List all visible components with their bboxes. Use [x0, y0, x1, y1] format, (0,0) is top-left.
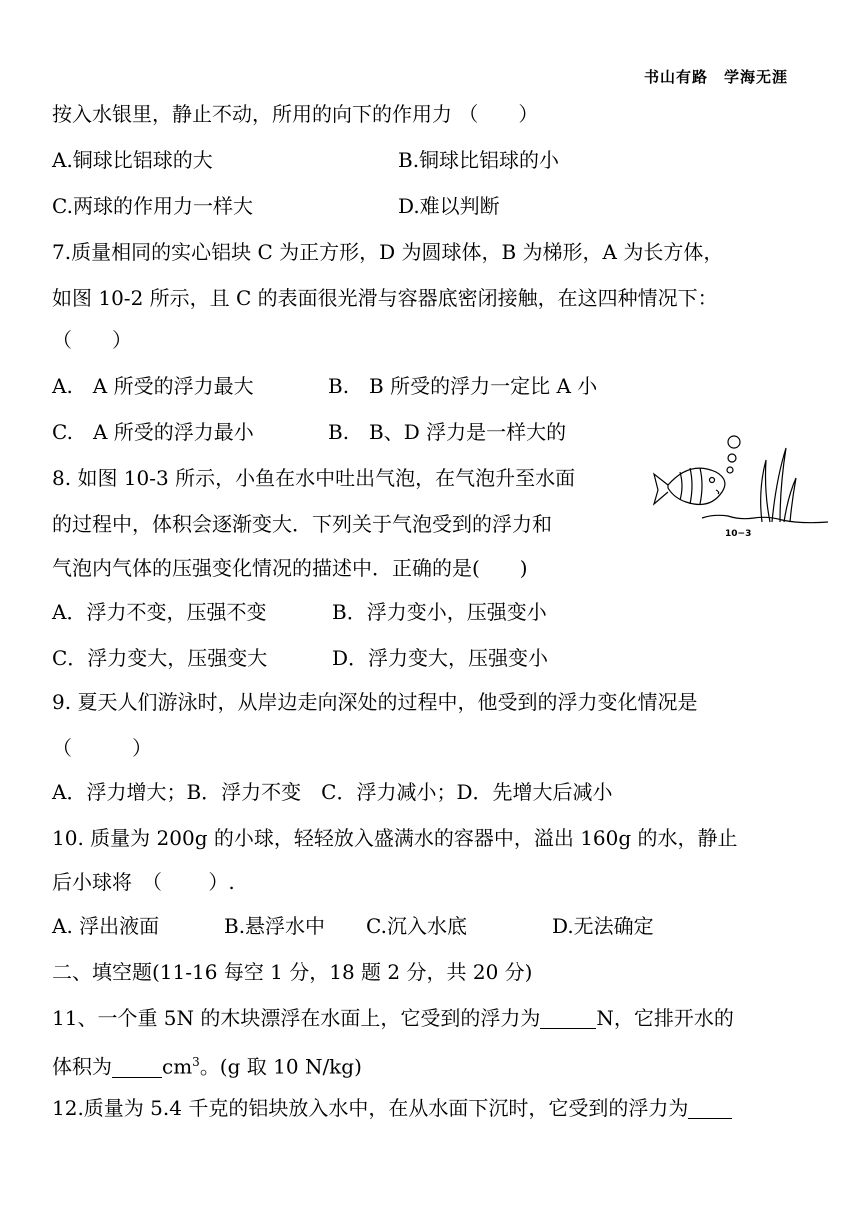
q7-stem-1: 7.质量相同的实心铝块 C 为正方形，D 为圆球体，B 为梯形，A 为长方体，: [52, 240, 724, 264]
q7-stem-3: （ ）: [52, 328, 132, 352]
q7-option-d: B. B、D 浮力是一样大的: [328, 420, 567, 444]
q11-stem-1: [52, 1006, 734, 1030]
q11-stem-2: [52, 1050, 362, 1079]
q10-stem-1: 10. 质量为 200g 的小球，轻轻放入盛满水的容器中，溢出 160g 的水，静止: [52, 826, 738, 850]
sea-floor-line: [702, 515, 828, 522]
fish-bubble-figure: [650, 430, 835, 540]
q10-option-b: B.悬浮水中: [224, 914, 326, 938]
q8-stem-2: 的过程中，体积会逐渐变大．下列关于气泡受到的浮力和: [52, 512, 552, 536]
figure-label: 10−3: [725, 529, 752, 539]
q10-option-c: C.沉入水底: [366, 914, 467, 938]
q11-text-d: 。(g 取 10 N/kg): [199, 1054, 362, 1079]
bubble-small-icon: [727, 467, 733, 473]
fish-icon: [668, 468, 725, 504]
q11-blank-1[interactable]: [540, 1008, 596, 1029]
q6-option-d: D.难以判断: [398, 194, 500, 218]
q8-option-c: C．浮力变大，压强变大: [52, 646, 268, 670]
q6-option-b: B.铜球比铝球的小: [398, 148, 560, 172]
q7-option-c: C. A 所受的浮力最小: [52, 420, 254, 444]
q6-option-c: C.两球的作用力一样大: [52, 194, 253, 218]
q11-unit: cm: [162, 1054, 193, 1079]
q11-text-c: 体积为: [52, 1054, 112, 1079]
q7-option-b: B. B 所受的浮力一定比 A 小: [328, 374, 598, 398]
q12-stem-1: [52, 1096, 732, 1120]
seaweed-icon: [761, 460, 770, 522]
q9-stem-1: 9. 夏天人们游泳时，从岸边走向深处的过程中，他受到的浮力变化情况是: [52, 690, 698, 714]
section-2-heading: 二、填空题(11-16 每空 1 分，18 题 2 分，共 20 分): [52, 960, 533, 984]
q12-text: 12.质量为 5.4 千克的铝块放入水中，在从水面下沉时，它受到的浮力为: [52, 1096, 689, 1120]
q7-stem-2: 如图 10-2 所示，且 C 的表面很光滑与容器底密闭接触，在这四种情况下：: [52, 286, 718, 310]
q11-text-b: N，它排开水的: [596, 1006, 734, 1030]
q7-option-a: A. A 所受的浮力最大: [52, 374, 254, 398]
q8-option-a: A．浮力不变，压强不变: [52, 600, 267, 624]
q10-option-d: D.无法确定: [552, 914, 654, 938]
q9-options: A．浮力增大；B．浮力不变 C．浮力减小；D．先增大后减小: [52, 780, 613, 804]
q11-blank-2[interactable]: [112, 1057, 162, 1078]
fish-bubble-svg: [650, 430, 835, 540]
q6-stem-continued: 按入水银里，静止不动，所用的向下的作用力 （ ）: [52, 102, 539, 126]
q8-option-b: B．浮力变小，压强变小: [332, 600, 547, 624]
bubble-large-icon: [728, 436, 740, 448]
q11-text-a: 11、一个重 5N 的木块漂浮在水面上，它受到的浮力为: [52, 1006, 541, 1030]
q9-stem-2: （ ）: [52, 736, 152, 760]
bubble-mid-icon: [728, 454, 736, 462]
q8-option-d: D．浮力变大，压强变小: [332, 646, 549, 670]
q11-unit-sup: 3: [192, 1055, 200, 1069]
q10-option-a: A. 浮出液面: [52, 914, 160, 938]
q12-blank-1[interactable]: [688, 1098, 732, 1119]
q10-stem-2: 后小球将 （ ）.: [52, 870, 235, 894]
header-motto: 书山有路 学海无涯: [643, 68, 788, 86]
q8-stem-1: 8. 如图 10-3 所示，小鱼在水中吐出气泡，在气泡升至水面: [52, 466, 576, 490]
q8-stem-3: 气泡内气体的压强变化情况的描述中．正确的是( ): [52, 556, 528, 580]
q6-option-a: A.铜球比铝球的大: [52, 148, 213, 172]
